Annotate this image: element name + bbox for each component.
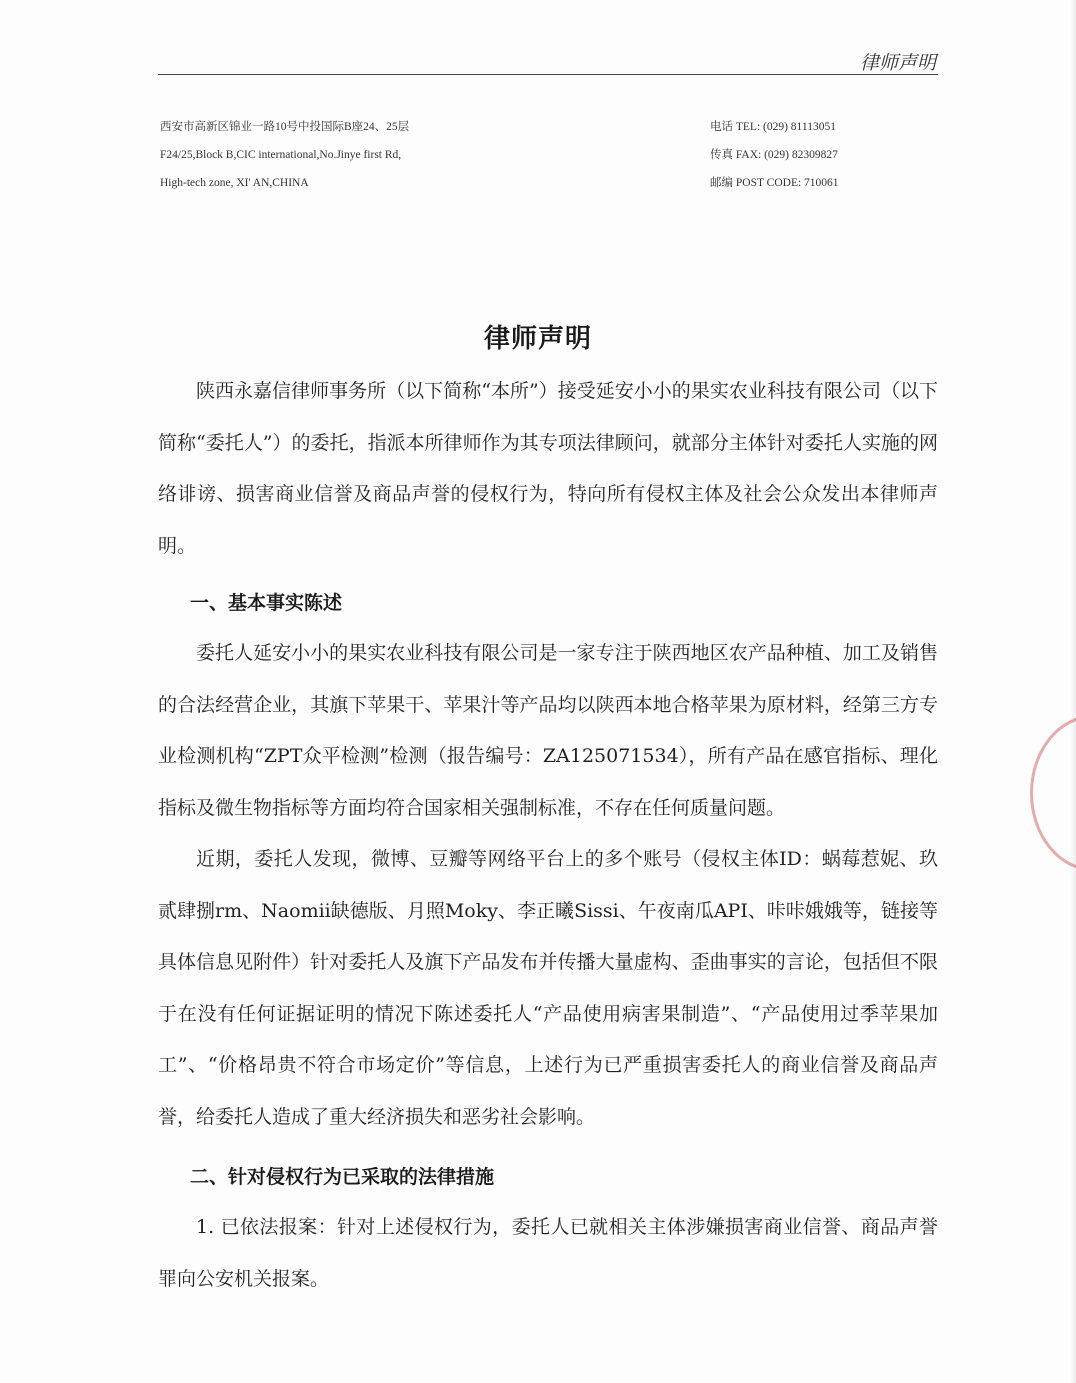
section2-heading: 二、针对侵权行为已采取的法律措施 — [190, 1166, 495, 1188]
section1-paragraph-1: 委托人延安小小的果实农业科技有限公司是一家专注于陕西地区农产品种植、加工及销售的合法经营企业，其旗下苹果干、苹果汁等产品均以陕西本地合格苹果为原材料，经第三方专业检测机构“ZPT众平检测”检测（报告编号：ZA125071534），所有产品在感官指标、理化指标及微生物指标等方面均符合国家相关强制标准，不存在任何质量问题。 — [158, 642, 938, 819]
header-divider — [158, 74, 938, 75]
document-title: 律师声明 — [483, 324, 592, 354]
section1-paragraph-2: 近期，委托人发现，微博、豆瓣等网络平台上的多个账号（侵权主体ID：蜗莓惹妮、玖贰肆捌rm、Naomii缺德版、月照Moky、李正曦Sissi、午夜南瓜API、咔咔娥娥等，链接等具体信息见附件）针对委托人及旗下产品发布并传播大量虚构、歪曲事实的言论，包括但不限于在没有任何证据证明的情况下陈述委托人“产品使用病害果制造”、“产品使用过季苹果加工”、“价格昂贵不符合市场定价”等信息，上述行为已严重损害委托人的商业信誉及商品声誉，给委托人造成了重大经济损失和恶劣社会影响。 — [158, 848, 938, 1128]
address-line-1: 西安市高新区锦业一路10号中投国际B座24、25层 — [160, 121, 410, 133]
firm-address — [160, 113, 409, 197]
intro-paragraph: 陕西永嘉信律师事务所（以下简称“本所”）接受延安小小的果实农业科技有限公司（以下简称“委托人”）的委托，指派本所律师作为其专项法律顾问，就部分主体针对委托人实施的网络诽谤、损害商业信誉及商品声誉的侵权行为，特向所有侵权主体及社会公众发出本律师声明。 — [158, 380, 938, 557]
firm-contact — [710, 113, 839, 197]
scan-edge-shadow — [1070, 0, 1076, 1383]
intro-block — [158, 366, 938, 572]
contact-post: 邮编 POST CODE: 710061 — [710, 177, 839, 189]
header-title: 律师声明 — [859, 52, 936, 74]
section1-heading: 一、基本事实陈述 — [190, 592, 343, 614]
section2-paragraph-1: 1. 已依法报案：针对上述侵权行为，委托人已就相关主体涉嫌损害商业信誉、商品声誉罪向公安机关报案。 — [158, 1216, 938, 1290]
address-line-2: F24/25,Block B,CIC international,No.Jinye first Rd, — [160, 149, 402, 161]
section1-block-2 — [158, 834, 938, 1143]
contact-fax: 传真 FAX: (029) 82309827 — [710, 149, 838, 161]
section2-block-1 — [158, 1202, 938, 1305]
contact-phone: 电话 TEL: (029) 81113051 — [710, 121, 836, 133]
address-line-3: High-tech zone, XI' AN,CHINA — [160, 177, 309, 189]
section1-block-1 — [158, 628, 938, 834]
